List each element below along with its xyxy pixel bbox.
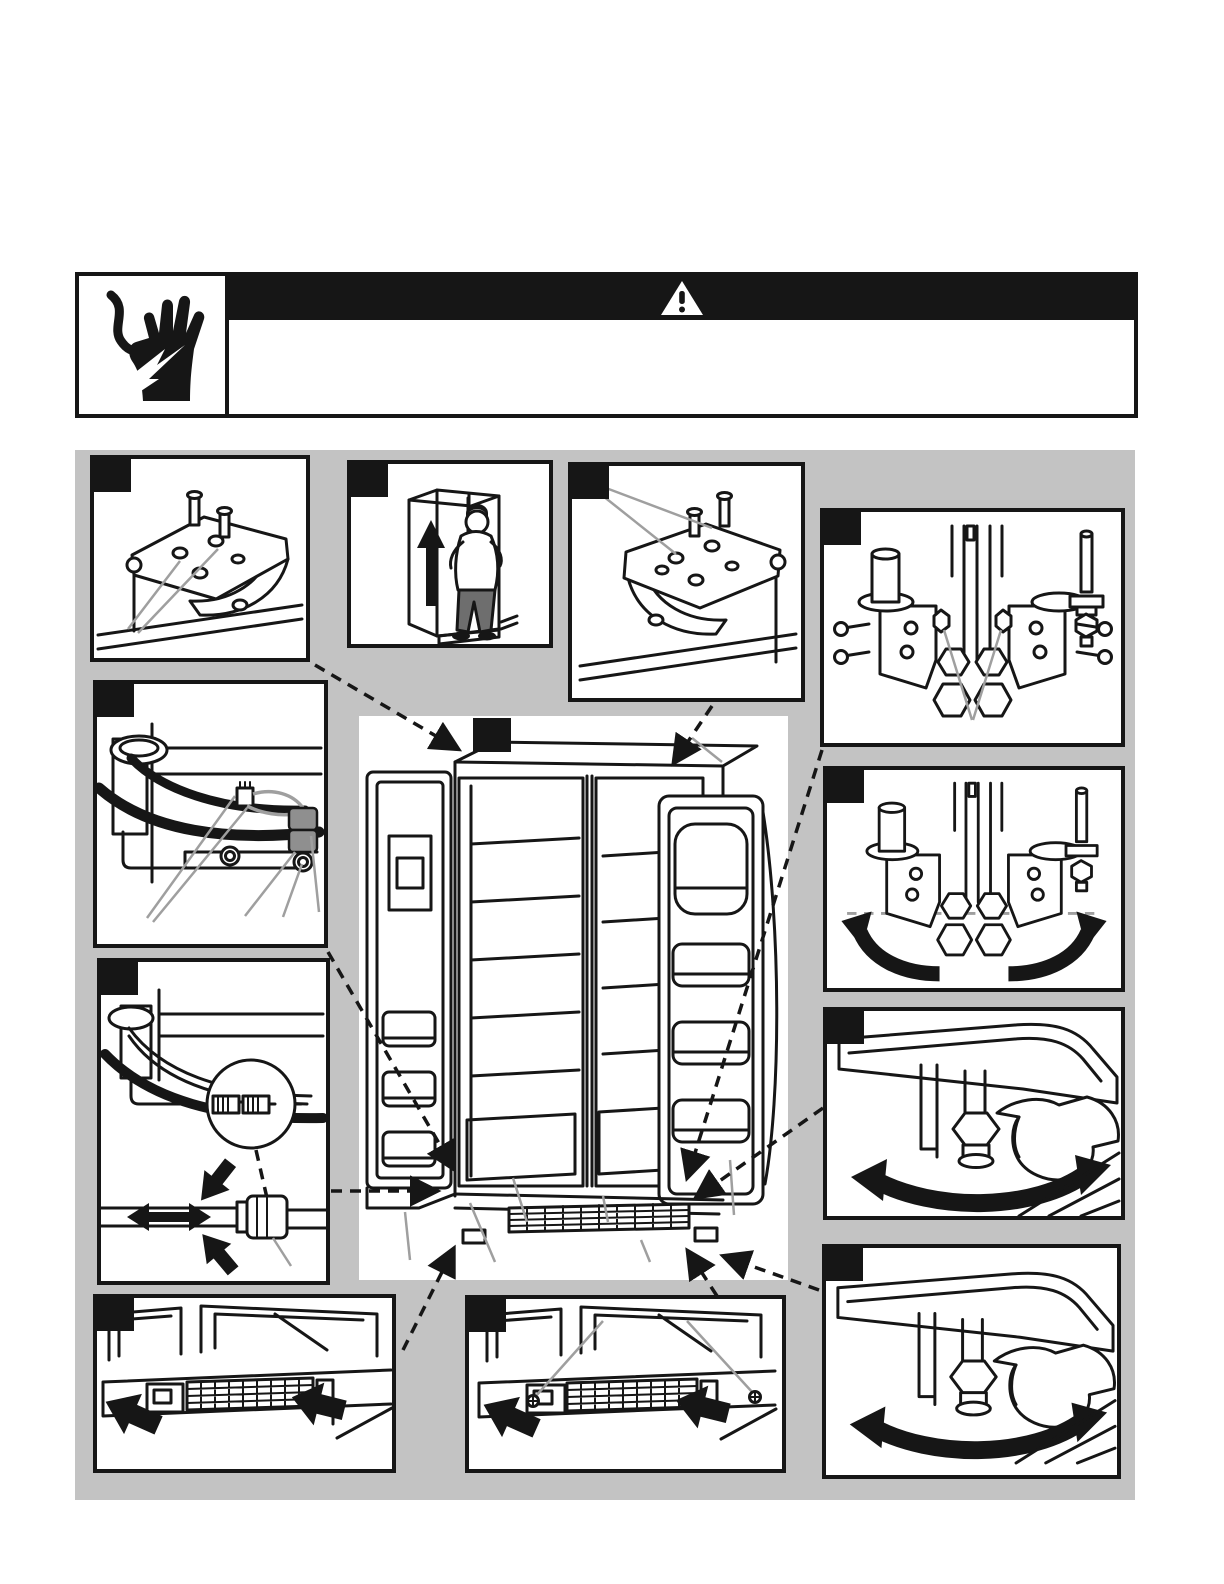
leveling-foot-wrench-illustration	[826, 1248, 1117, 1475]
step-number-square	[93, 458, 131, 492]
step-box-water-line-coupling	[97, 958, 330, 1285]
side-by-side-refrigerator-illustration	[359, 716, 788, 1280]
rear-connections-illustration	[97, 684, 324, 944]
step-number-square	[468, 1298, 506, 1332]
step-number-square	[96, 1297, 134, 1331]
step-box-top-right-hinge	[568, 462, 805, 702]
step-number-square	[826, 769, 864, 803]
step-number-square	[96, 683, 134, 717]
warning-header-bar	[229, 276, 1134, 320]
step-box-rear-connections	[93, 680, 328, 948]
step-box-move-refrigerator	[347, 460, 553, 648]
step-box-base-grille-removal	[93, 1294, 396, 1473]
step-box-bottom-hinge-pins	[820, 508, 1125, 747]
alert-triangle-icon	[659, 278, 705, 318]
warning-box	[75, 272, 1138, 418]
hazard-icon-cell	[79, 276, 229, 414]
refrigerator-overview-panel	[359, 716, 788, 1280]
electric-shock-hand-icon	[97, 287, 207, 403]
step-number-square	[823, 511, 861, 545]
warning-body	[229, 320, 1134, 414]
step-box-base-grille-screws	[465, 1295, 786, 1473]
step-number-square	[100, 961, 138, 995]
step-box-hinge-swing-adjust	[823, 766, 1125, 992]
warning-right-column	[229, 276, 1134, 414]
leveling-foot-wrench-illustration	[827, 1011, 1121, 1216]
step-number-square	[350, 463, 388, 497]
installation-diagram-panel	[75, 450, 1135, 1500]
step-number-square	[825, 1247, 863, 1281]
step-box-leveling-wrench-upper	[823, 1007, 1125, 1220]
step-box-top-left-hinge	[90, 455, 310, 662]
base-grille-screws-illustration	[469, 1299, 782, 1469]
step-number-square	[473, 718, 511, 752]
base-grille-arrows-illustration	[97, 1298, 392, 1469]
step-box-leveling-wrench-lower	[822, 1244, 1121, 1479]
step-number-square	[571, 465, 609, 499]
water-line-coupling-illustration	[101, 962, 326, 1281]
hinge-plate-illustration	[572, 466, 801, 698]
step-number-square	[826, 1010, 864, 1044]
bottom-hinge-brackets-illustration	[824, 512, 1121, 743]
hinge-swing-arrows-illustration	[827, 770, 1121, 988]
